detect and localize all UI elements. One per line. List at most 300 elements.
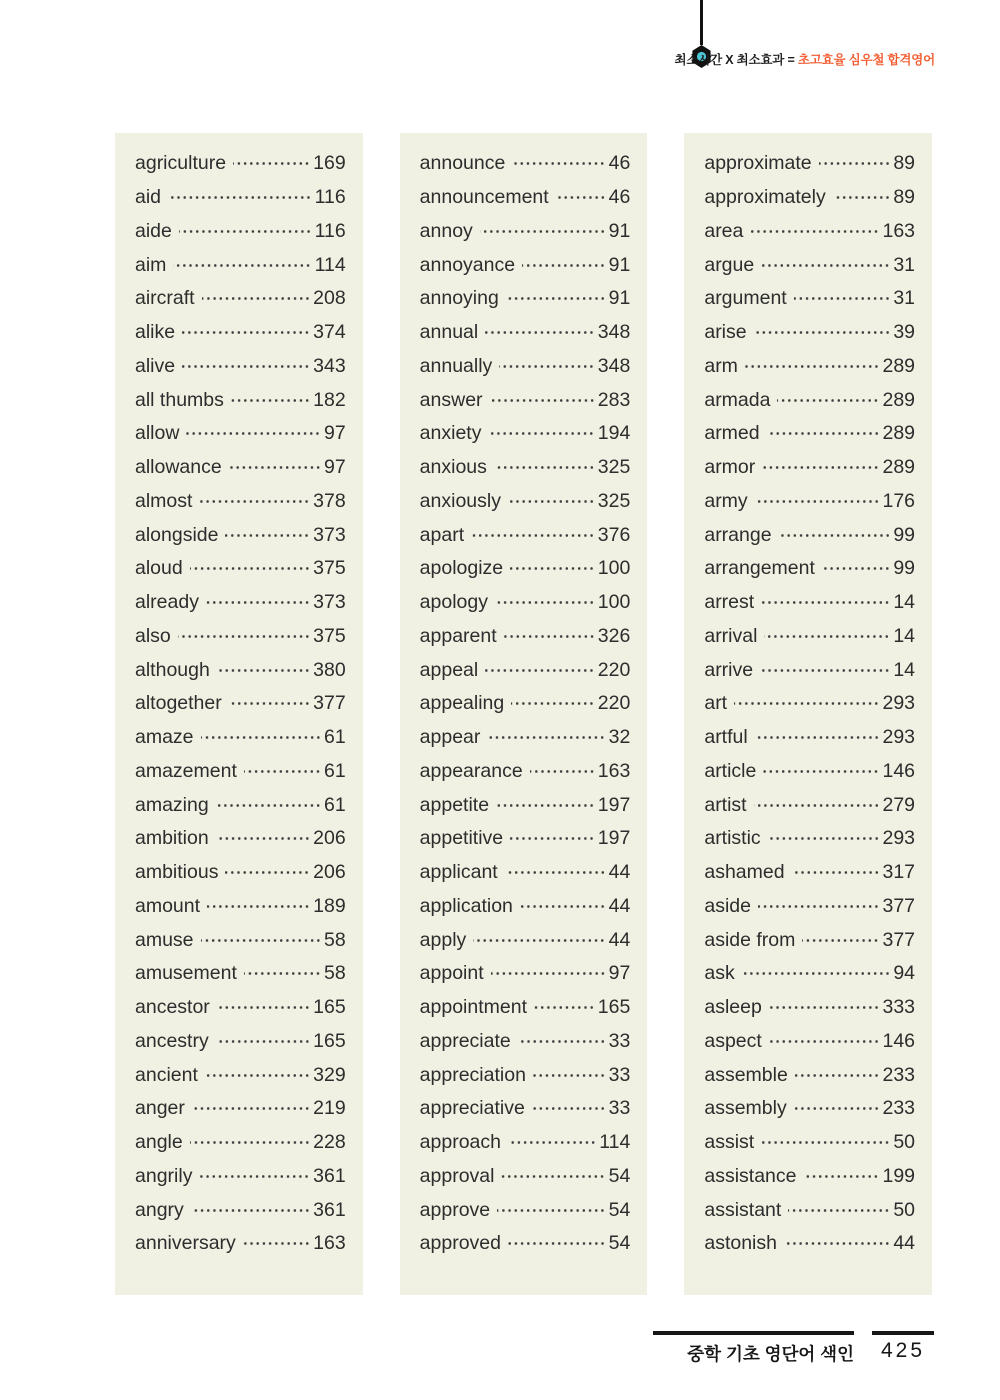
dot-leader xyxy=(755,500,880,503)
entry-word: annoyance xyxy=(419,253,516,276)
index-entry xyxy=(420,1092,631,1126)
entry-word: annually xyxy=(419,354,493,377)
index-entry xyxy=(704,620,915,654)
entry-word: almost xyxy=(135,489,193,512)
index-entry xyxy=(420,451,631,485)
dot-leader xyxy=(745,365,880,368)
entry-word: alive xyxy=(135,354,176,377)
entry-page-number: 376 xyxy=(597,523,631,546)
dot-leader xyxy=(499,365,594,368)
index-entry xyxy=(704,451,915,485)
entry-page-number: 343 xyxy=(313,354,346,377)
entry-word: aid xyxy=(135,186,162,209)
dot-leader xyxy=(760,669,890,672)
dot-leader xyxy=(769,1040,880,1043)
index-entry xyxy=(704,215,915,249)
entry-word: arise xyxy=(704,321,747,344)
entry-word: appetite xyxy=(419,793,490,816)
index-entry xyxy=(135,1193,346,1227)
entry-page-number: 165 xyxy=(597,996,631,1019)
dot-leader xyxy=(754,331,891,334)
entry-page-number: 206 xyxy=(313,861,346,884)
index-entry xyxy=(420,1058,631,1092)
index-entry xyxy=(135,248,346,282)
index-entry xyxy=(135,721,346,755)
entry-word: ancestry xyxy=(135,1029,209,1052)
entry-word: anniversary xyxy=(135,1232,236,1255)
index-entry xyxy=(135,788,346,822)
index-entry xyxy=(704,822,915,856)
entry-word: ancient xyxy=(135,1063,198,1086)
entry-word: apply xyxy=(419,928,467,951)
entry-page-number: 279 xyxy=(882,793,916,816)
index-entry xyxy=(420,147,631,181)
dot-leader xyxy=(520,905,606,908)
dot-leader xyxy=(201,736,321,739)
index-entry xyxy=(704,923,915,957)
entry-page-number: 33 xyxy=(608,1097,631,1120)
dot-leader xyxy=(742,972,891,975)
entry-word: ambitious xyxy=(135,861,219,884)
index-entry xyxy=(420,1193,631,1227)
entry-page-number: 377 xyxy=(313,692,346,715)
dot-leader xyxy=(229,466,321,469)
entry-word: alongside xyxy=(135,523,219,546)
entry-page-number: 289 xyxy=(882,456,916,479)
entry-page-number: 44 xyxy=(608,861,631,884)
index-entry xyxy=(420,991,631,1025)
entry-word: argue xyxy=(704,253,755,276)
dot-leader xyxy=(168,196,312,199)
dot-leader xyxy=(763,770,879,773)
index-entry xyxy=(135,755,346,789)
index-entry xyxy=(704,417,915,451)
entry-word: amuse xyxy=(135,928,194,951)
entry-word: angle xyxy=(135,1131,183,1154)
dot-leader xyxy=(506,297,606,300)
dot-leader xyxy=(229,702,310,705)
dot-leader xyxy=(225,534,310,537)
entry-word: allowance xyxy=(135,456,222,479)
dot-leader xyxy=(504,635,595,638)
index-entry xyxy=(135,350,346,384)
entry-page-number: 325 xyxy=(597,456,631,479)
entry-page-number: 375 xyxy=(313,624,346,647)
index-entry xyxy=(135,1058,346,1092)
entry-word: appearance xyxy=(419,759,523,782)
entry-page-number: 32 xyxy=(608,726,631,749)
index-entry xyxy=(704,856,915,890)
entry-word: aide xyxy=(135,219,172,242)
index-entry xyxy=(704,316,915,350)
index-entry xyxy=(704,890,915,924)
entry-word: apologize xyxy=(419,557,504,580)
entry-page-number: 44 xyxy=(608,928,631,951)
entry-word: assembly xyxy=(704,1097,787,1120)
entry-word: appeal xyxy=(419,658,479,681)
index-entry xyxy=(135,957,346,991)
index-entry xyxy=(420,215,631,249)
index-entry xyxy=(135,316,346,350)
index-entry xyxy=(704,653,915,687)
index-entry xyxy=(704,485,915,519)
entry-word: apology xyxy=(419,591,488,614)
entry-page-number: 44 xyxy=(608,894,631,917)
entry-word: announce xyxy=(419,152,506,175)
index-entry xyxy=(420,248,631,282)
entry-word: art xyxy=(704,692,728,715)
index-entry xyxy=(135,822,346,856)
entry-page-number: 333 xyxy=(882,996,916,1019)
footer-section-title: 중학 기초 영단어 색인 xyxy=(687,1344,854,1364)
dot-leader xyxy=(822,567,890,570)
dot-leader xyxy=(556,196,606,199)
entry-page-number: 293 xyxy=(882,827,916,850)
entry-word: alike xyxy=(135,321,176,344)
dot-leader xyxy=(803,1175,879,1178)
dot-leader xyxy=(490,399,595,402)
entry-word: arrive xyxy=(704,658,754,681)
index-entry xyxy=(135,1126,346,1160)
entry-word: arm xyxy=(704,354,738,377)
hanging-line xyxy=(700,0,703,45)
index-entry xyxy=(704,248,915,282)
entry-page-number: 176 xyxy=(882,489,916,512)
entry-word: approach xyxy=(419,1131,501,1154)
entry-word: angry xyxy=(135,1198,184,1221)
dot-leader xyxy=(508,500,595,503)
index-entry xyxy=(420,316,631,350)
dot-leader xyxy=(767,432,880,435)
entry-page-number: 233 xyxy=(882,1097,916,1120)
entry-page-number: 33 xyxy=(608,1063,631,1086)
dot-leader xyxy=(788,1209,890,1212)
entry-word: answer xyxy=(419,388,483,411)
entry-page-number: 89 xyxy=(893,152,916,175)
entry-word: assist xyxy=(704,1131,755,1154)
entry-page-number: 39 xyxy=(893,321,916,344)
index-entry xyxy=(135,620,346,654)
entry-page-number: 317 xyxy=(882,861,916,884)
entry-word: application xyxy=(419,894,513,917)
dot-leader xyxy=(508,1141,596,1144)
entry-page-number: 289 xyxy=(882,422,916,445)
brand-tagline xyxy=(674,50,935,68)
entry-page-number: 91 xyxy=(608,219,631,242)
dot-leader xyxy=(819,162,891,165)
dot-leader xyxy=(491,972,606,975)
entry-page-number: 220 xyxy=(597,658,631,681)
entry-page-number: 165 xyxy=(313,1029,346,1052)
entry-word: assemble xyxy=(704,1063,788,1086)
index-entry xyxy=(420,620,631,654)
entry-page-number: 44 xyxy=(893,1232,916,1255)
entry-page-number: 228 xyxy=(313,1131,346,1154)
index-entry xyxy=(704,552,915,586)
entry-page-number: 58 xyxy=(323,928,346,951)
dot-leader xyxy=(199,1175,310,1178)
entry-page-number: 91 xyxy=(608,287,631,310)
index-entry xyxy=(135,1227,346,1261)
dot-leader xyxy=(485,669,595,672)
entry-page-number: 99 xyxy=(893,523,916,546)
dot-leader xyxy=(487,736,605,739)
entry-page-number: 31 xyxy=(893,287,916,310)
index-entry xyxy=(704,518,915,552)
footer-rule xyxy=(653,1331,854,1335)
index-entry xyxy=(704,1126,915,1160)
index-entry xyxy=(135,586,346,620)
dot-leader xyxy=(182,331,310,334)
footer-page-number: 425 xyxy=(880,1339,926,1362)
dot-leader xyxy=(754,804,880,807)
index-entry xyxy=(420,586,631,620)
dot-leader xyxy=(534,1006,595,1009)
dot-leader xyxy=(497,1209,606,1212)
entry-word: assistance xyxy=(704,1164,797,1187)
dot-leader xyxy=(178,635,310,638)
dot-leader xyxy=(734,702,879,705)
entry-page-number: 208 xyxy=(313,287,346,310)
index-entry xyxy=(704,1160,915,1194)
entry-page-number: 197 xyxy=(597,793,631,816)
entry-page-number: 378 xyxy=(313,489,346,512)
entry-word: anxiety xyxy=(419,422,482,445)
entry-page-number: 31 xyxy=(893,253,916,276)
entry-word: altogether xyxy=(135,692,222,715)
entry-word: approve xyxy=(419,1198,491,1221)
entry-word: appreciative xyxy=(419,1097,525,1120)
dot-leader xyxy=(179,230,312,233)
dot-leader xyxy=(201,939,321,942)
dot-leader xyxy=(207,905,310,908)
dot-leader xyxy=(206,601,310,604)
entry-word: appoint xyxy=(419,962,484,985)
dot-leader xyxy=(510,837,595,840)
index-entry xyxy=(135,518,346,552)
index-entry xyxy=(704,181,915,215)
index-entry xyxy=(420,890,631,924)
entry-word: although xyxy=(135,658,210,681)
dot-leader xyxy=(510,567,595,570)
entry-word: area xyxy=(704,219,744,242)
index-entry xyxy=(420,518,631,552)
index-entry xyxy=(135,923,346,957)
dot-leader xyxy=(216,804,321,807)
entry-page-number: 326 xyxy=(597,624,631,647)
entry-word: ask xyxy=(704,962,735,985)
entry-word: approximate xyxy=(704,152,812,175)
dot-leader xyxy=(485,331,595,334)
entry-word: amusement xyxy=(135,962,237,985)
entry-page-number: 94 xyxy=(893,962,916,985)
entry-page-number: 97 xyxy=(608,962,631,985)
entry-page-number: 100 xyxy=(597,591,631,614)
index-entry xyxy=(704,1227,915,1261)
entry-word: anxiously xyxy=(419,489,501,512)
dot-leader xyxy=(501,1175,605,1178)
entry-page-number: 58 xyxy=(323,962,346,985)
index-column-2 xyxy=(400,133,648,1295)
index-entry xyxy=(704,1058,915,1092)
dot-leader xyxy=(192,1107,310,1110)
dot-leader xyxy=(784,1242,890,1245)
index-entry xyxy=(420,181,631,215)
entry-page-number: 233 xyxy=(882,1063,916,1086)
dot-leader xyxy=(243,1242,310,1245)
entry-page-number: 146 xyxy=(882,759,916,782)
entry-word: approval xyxy=(419,1164,495,1187)
index-entry xyxy=(420,721,631,755)
entry-page-number: 14 xyxy=(893,591,916,614)
entry-word: all thumbs xyxy=(135,388,224,411)
entry-page-number: 46 xyxy=(608,186,631,209)
dot-leader xyxy=(779,534,891,537)
dot-leader xyxy=(762,466,879,469)
entry-page-number: 373 xyxy=(313,523,346,546)
tagline-orange-part: 초고효율 심우철 합격영어 xyxy=(797,53,935,67)
entry-word: appointment xyxy=(419,996,527,1019)
index-entry xyxy=(704,1025,915,1059)
index-entry xyxy=(420,383,631,417)
index-entry xyxy=(420,1025,631,1059)
index-entry xyxy=(420,923,631,957)
entry-word: appreciation xyxy=(419,1063,526,1086)
entry-word: also xyxy=(135,624,171,647)
index-entry xyxy=(135,215,346,249)
entry-word: armor xyxy=(704,456,756,479)
entry-page-number: 163 xyxy=(882,219,916,242)
entry-page-number: 50 xyxy=(893,1131,916,1154)
dot-leader xyxy=(833,196,891,199)
entry-word: annoying xyxy=(419,287,499,310)
entry-page-number: 283 xyxy=(597,388,631,411)
entry-page-number: 54 xyxy=(608,1164,631,1187)
dot-leader xyxy=(761,1141,890,1144)
dot-leader xyxy=(233,162,310,165)
dot-leader xyxy=(505,871,606,874)
entry-page-number: 361 xyxy=(313,1198,346,1221)
entry-word: aloud xyxy=(135,557,183,580)
entry-page-number: 50 xyxy=(893,1198,916,1221)
dot-leader xyxy=(191,1209,310,1212)
dot-leader xyxy=(518,1040,606,1043)
dot-leader xyxy=(533,1074,606,1077)
index-entry xyxy=(420,552,631,586)
entry-page-number: 377 xyxy=(882,928,916,951)
entry-word: applicant xyxy=(419,861,498,884)
dot-leader xyxy=(764,635,890,638)
entry-word: appealing xyxy=(419,692,505,715)
entry-word: asleep xyxy=(704,996,762,1019)
dot-leader xyxy=(217,669,310,672)
dot-leader xyxy=(217,1006,310,1009)
dot-leader xyxy=(231,399,310,402)
index-entry xyxy=(704,586,915,620)
index-entry xyxy=(135,653,346,687)
entry-word: astonish xyxy=(704,1232,777,1255)
index-entry xyxy=(704,991,915,1025)
index-entry xyxy=(135,147,346,181)
index-entry xyxy=(704,721,915,755)
dot-leader xyxy=(511,702,595,705)
entry-word: allow xyxy=(135,422,180,445)
entry-word: approved xyxy=(419,1232,501,1255)
entry-page-number: 33 xyxy=(608,1029,631,1052)
dot-leader xyxy=(182,365,310,368)
entry-page-number: 169 xyxy=(313,152,346,175)
dot-leader xyxy=(480,230,606,233)
entry-page-number: 165 xyxy=(313,996,346,1019)
index-entry xyxy=(135,451,346,485)
dot-leader xyxy=(755,736,880,739)
index-entry xyxy=(420,957,631,991)
entry-word: ashamed xyxy=(704,861,785,884)
entry-page-number: 197 xyxy=(597,827,631,850)
index-entry xyxy=(420,1160,631,1194)
entry-page-number: 163 xyxy=(313,1232,346,1255)
entry-page-number: 220 xyxy=(597,692,631,715)
index-entry xyxy=(135,1160,346,1194)
entry-word: ancestor xyxy=(135,996,210,1019)
entry-page-number: 373 xyxy=(313,591,346,614)
entry-word: assistant xyxy=(704,1198,782,1221)
entry-page-number: 189 xyxy=(313,894,346,917)
index-entry xyxy=(420,1126,631,1160)
entry-page-number: 374 xyxy=(313,321,346,344)
entry-page-number: 199 xyxy=(882,1164,916,1187)
index-entry xyxy=(135,1092,346,1126)
entry-word: anxious xyxy=(419,456,487,479)
entry-page-number: 114 xyxy=(599,1131,631,1154)
index-entry xyxy=(704,957,915,991)
index-entry xyxy=(420,485,631,519)
dot-leader xyxy=(795,1074,880,1077)
entry-word: artistic xyxy=(704,827,761,850)
index-entry xyxy=(420,350,631,384)
dot-leader xyxy=(508,1242,606,1245)
dot-leader xyxy=(802,939,879,942)
index-entry xyxy=(135,383,346,417)
entry-word: appetitive xyxy=(419,827,504,850)
dot-leader xyxy=(199,500,310,503)
entry-page-number: 325 xyxy=(597,489,631,512)
dot-leader xyxy=(792,871,880,874)
index-entry xyxy=(704,788,915,822)
entry-word: aspect xyxy=(704,1029,762,1052)
entry-word: arrange xyxy=(704,523,772,546)
dot-leader xyxy=(761,264,890,267)
dot-leader xyxy=(488,432,594,435)
entry-page-number: 206 xyxy=(313,827,346,850)
index-column-3 xyxy=(684,133,932,1295)
entry-word: ambition xyxy=(135,827,209,850)
entry-page-number: 116 xyxy=(314,186,346,209)
index-entry xyxy=(704,1092,915,1126)
index-entry xyxy=(135,687,346,721)
dot-leader xyxy=(216,1040,310,1043)
dot-leader xyxy=(205,1074,310,1077)
entry-word: announcement xyxy=(419,186,549,209)
dot-leader xyxy=(202,297,311,300)
dot-leader xyxy=(471,534,595,537)
entry-word: armed xyxy=(704,422,760,445)
dot-leader xyxy=(758,905,880,908)
entry-page-number: 219 xyxy=(313,1097,346,1120)
entry-page-number: 61 xyxy=(323,759,346,782)
index-entry xyxy=(135,417,346,451)
index-entry xyxy=(704,147,915,181)
